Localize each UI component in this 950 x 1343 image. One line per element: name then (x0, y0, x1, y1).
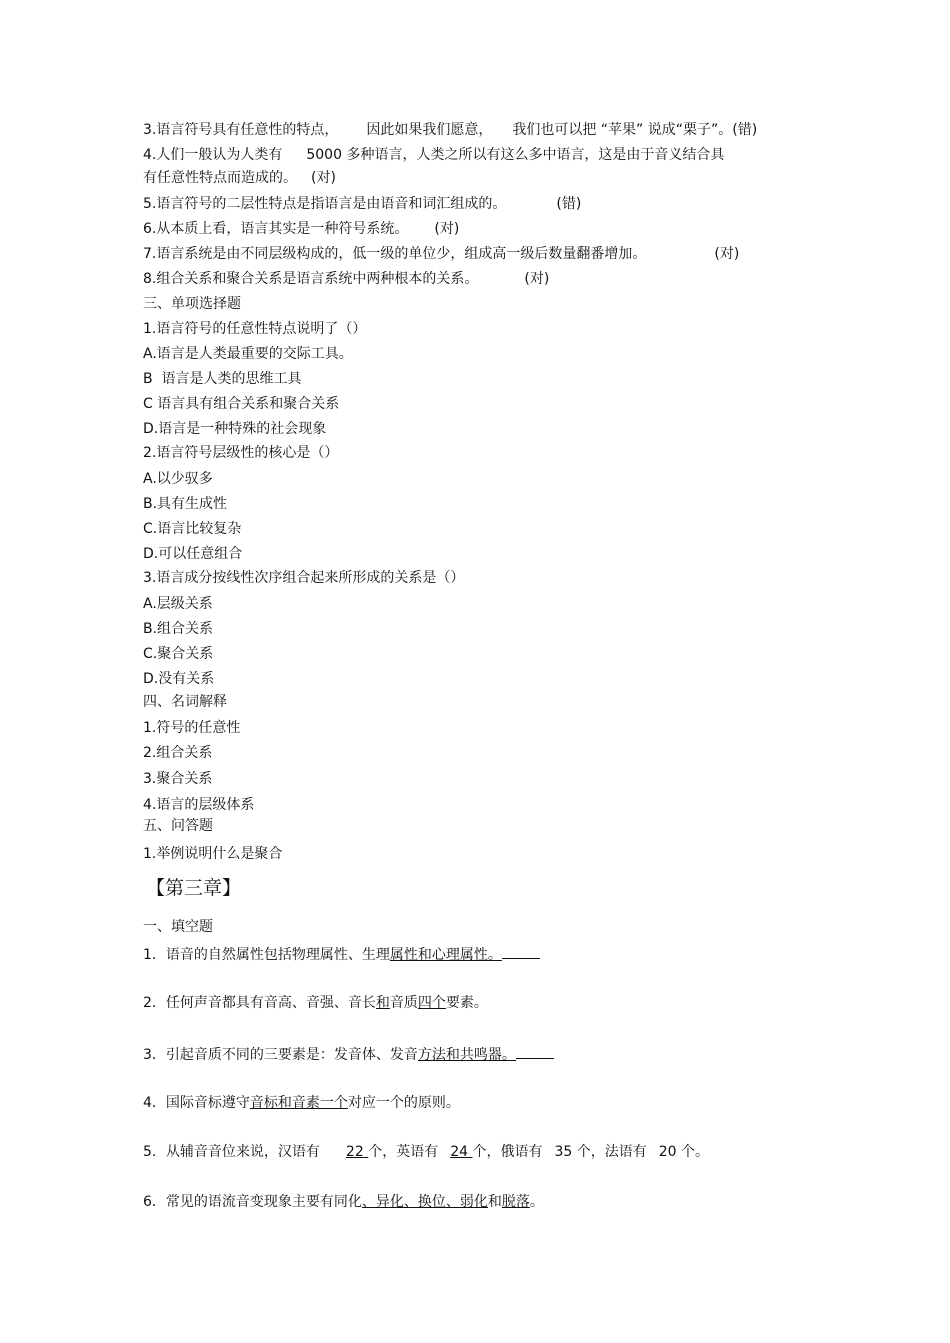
choice-q2-c: C.语言比较复杂 (143, 521, 242, 537)
choice-q1-d: D.语言是一种特殊的社会现象 (143, 421, 327, 437)
term-item: 1.符号的任意性 (143, 720, 241, 736)
section-terms-heading: 四、名词解释 (143, 694, 227, 710)
choice-q2-stem: 2.语言符号层级性的核心是（） (143, 445, 339, 461)
judge-q4: 4.人们一般认为人类有 5000 多种语言，人类之所以有这么多中语言，这是由于音义结合具 (143, 147, 725, 163)
judge-q6: 6.从本质上看，语言其实是一种符号系统。 (对) (143, 221, 460, 237)
choice-q1-stem: 1.语言符号的任意性特点说明了（） (143, 321, 367, 337)
judge-q7: 7.语言系统是由不同层级构成的，低一级的单位少，组成高一级后数量翻番增加。 (对) (143, 246, 740, 262)
choice-q1-b: B 语言是人类的思维工具 (143, 371, 302, 387)
term-item: 3.聚合关系 (143, 771, 213, 787)
term-item: 4.语言的层级体系 (143, 797, 255, 813)
fill-q6: 6．常见的语流音变现象主要有同化、异化、换位、弱化和脱落。 (143, 1194, 544, 1210)
judge-q4-cont: 有任意性特点而造成的。 (对) (143, 170, 336, 186)
choice-q2-a: A.以少驭多 (143, 471, 213, 487)
chapter-title: 【第三章】 (146, 877, 242, 899)
choice-q3-a: A.层级关系 (143, 596, 213, 612)
answer-blank (502, 944, 540, 959)
choice-q3-d: D.没有关系 (143, 671, 215, 687)
judge-q3: 3.语言符号具有任意性的特点， 因此如果我们愿意， 我们也可以把 “苹果” 说成“栗子”。(错) (143, 122, 758, 138)
qa-q1: 1.举例说明什么是聚合 (143, 846, 283, 862)
section-single-choice-heading: 三、单项选择题 (143, 296, 241, 312)
choice-q3-b: B.组合关系 (143, 621, 214, 637)
choice-q2-d: D.可以任意组合 (143, 546, 243, 562)
choice-q1-a: A.语言是人类最重要的交际工具。 (143, 346, 353, 362)
section-qa-heading: 五、问答题 (143, 818, 213, 834)
judge-q5: 5.语言符号的二层性特点是指语言是由语音和词汇组成的。 (错) (143, 196, 582, 212)
choice-q3-stem: 3.语言成分按线性次序组合起来所形成的关系是（） (143, 570, 465, 586)
choice-q2-b: B.具有生成性 (143, 496, 228, 512)
fill-heading: 一、填空题 (143, 919, 213, 935)
fill-q5: 5．从辅音音位来说，汉语有 22 个，英语有 24 个，俄语有 35 个，法语有 20 个。 (143, 1144, 710, 1160)
judge-q8: 8.组合关系和聚合关系是语言系统中两种根本的关系。 (对) (143, 271, 550, 287)
fill-q1: 1．语音的自然属性包括物理属性、生理属性和心理属性。 (143, 944, 540, 964)
choice-q1-c: C 语言具有组合关系和聚合关系 (143, 396, 340, 412)
term-item: 2.组合关系 (143, 745, 213, 761)
fill-q2: 2．任何声音都具有音高、音强、音长和音质四个要素。 (143, 995, 488, 1011)
fill-q4: 4．国际音标遵守音标和音素一个对应一个的原则。 (143, 1095, 460, 1111)
answer-blank (516, 1044, 554, 1059)
choice-q3-c: C.聚合关系 (143, 646, 214, 662)
fill-q3: 3．引起音质不同的三要素是：发音体、发音方法和共鸣器。 (143, 1044, 554, 1064)
